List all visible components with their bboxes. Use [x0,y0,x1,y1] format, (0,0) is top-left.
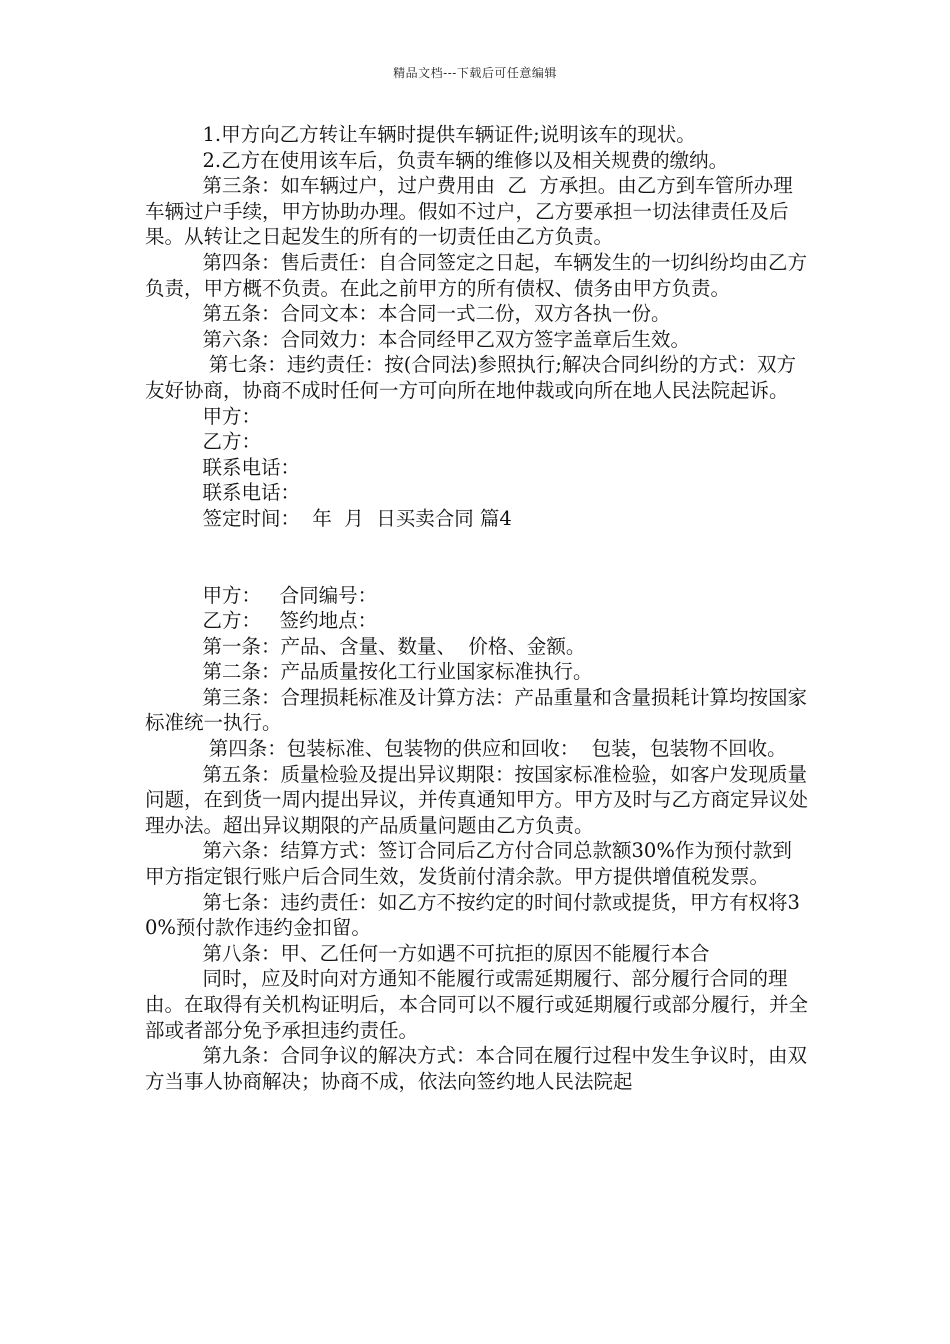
clause-7: 第七条：违约责任：按(合同法)参照执行;解决合同纠纷的方式：双方友好协商，协商不成时任何一方可向所在地仲裁或向所在地人民法院起诉。 [145,353,797,402]
article-9: 第九条：合同争议的解决方式：本合同在履行过程中发生争议时，由双方当事人协商解决；协商不成，依法向签约地人民法院起 [145,1044,808,1093]
party-b-signing-place: 乙方： 签约地点： [202,609,378,633]
party-a-line: 甲方： [202,404,262,428]
clause-5: 第五条：合同文本：本合同一式二份，双方各执一份。 [202,302,671,326]
clause-4: 第四条：售后责任：自合同签定之日起，车辆发生的一切纠纷均由乙方负责，甲方概不负责。在此之前甲方的所有债权、债务由甲方负责。 [145,250,808,300]
party-a-contract-number: 甲方： 合同编号： [202,583,378,607]
paragraph: 2.乙方在使用该车后，负责车辆的维修以及相关规费的缴纳。 [202,148,729,172]
article-6: 第六条：结算方式：签订合同后乙方付合同总款额30%作为预付款到甲方指定银行账户后合同生效，发货前付清余款。甲方提供增值税发票。 [145,839,792,889]
page-header: 精品文档---下载后可任意编辑 [393,66,557,80]
paragraph: 1.甲方向乙方转让车辆时提供车辆证件;说明该车的现状。 [202,123,696,146]
phone-line: 联系电话： [202,481,301,505]
article-5: 第五条：质量检验及提出异议期限：按国家标准检验，如客户发现质量问题，在到货一周内提出异议，并传真通知甲方。甲方及时与乙方商定异议处理办法。超出异议期限的产品质量问题由乙方负责。 [145,762,809,837]
article-2: 第二条：产品质量按化工行业国家标准执行。 [202,660,593,684]
article-4: 第四条：包装标准、包装物的供应和回收： 包装，包装物不回收。 [202,737,787,761]
section-gap [145,532,810,583]
party-b-line: 乙方： [202,430,262,454]
article-3: 第三条：合理损耗标准及计算方法：产品重量和含量损耗计算均按国家标准统一执行。 [145,685,808,735]
article-8: 第八条：甲、乙任何一方如遇不可抗拒的原因不能履行本合 [202,941,710,965]
signing-date-line: 签定时间： 年 月 日买卖合同 篇4 [202,506,512,530]
article-8-continued: 同时，应及时向对方通知不能履行或需延期履行、部分履行合同的理由。在取得有关机构证明后，本合同可以不履行或延期履行或部分履行，并全部或者部分免予承担违约责任。 [145,967,809,1042]
phone-line: 联系电话： [202,455,301,479]
document-body [145,122,810,1094]
clause-6: 第六条：合同效力：本合同经甲乙双方签字盖章后生效。 [202,327,691,351]
article-1: 第一条：产品、含量、数量、 价格、金额。 [202,634,586,658]
clause-3: 第三条：如车辆过户，过户费用由 乙 方承担。由乙方到车管所办理车辆过户手续，甲方协助办理。假如不过户，乙方要承担一切法律责任及后果。从转让之日起发生的所有的一切责任由乙方负责。 [145,174,793,249]
article-7: 第七条：违约责任：如乙方不按约定的时间付款或提货，甲方有权将30%预付款作违约金扣留。 [145,890,800,940]
